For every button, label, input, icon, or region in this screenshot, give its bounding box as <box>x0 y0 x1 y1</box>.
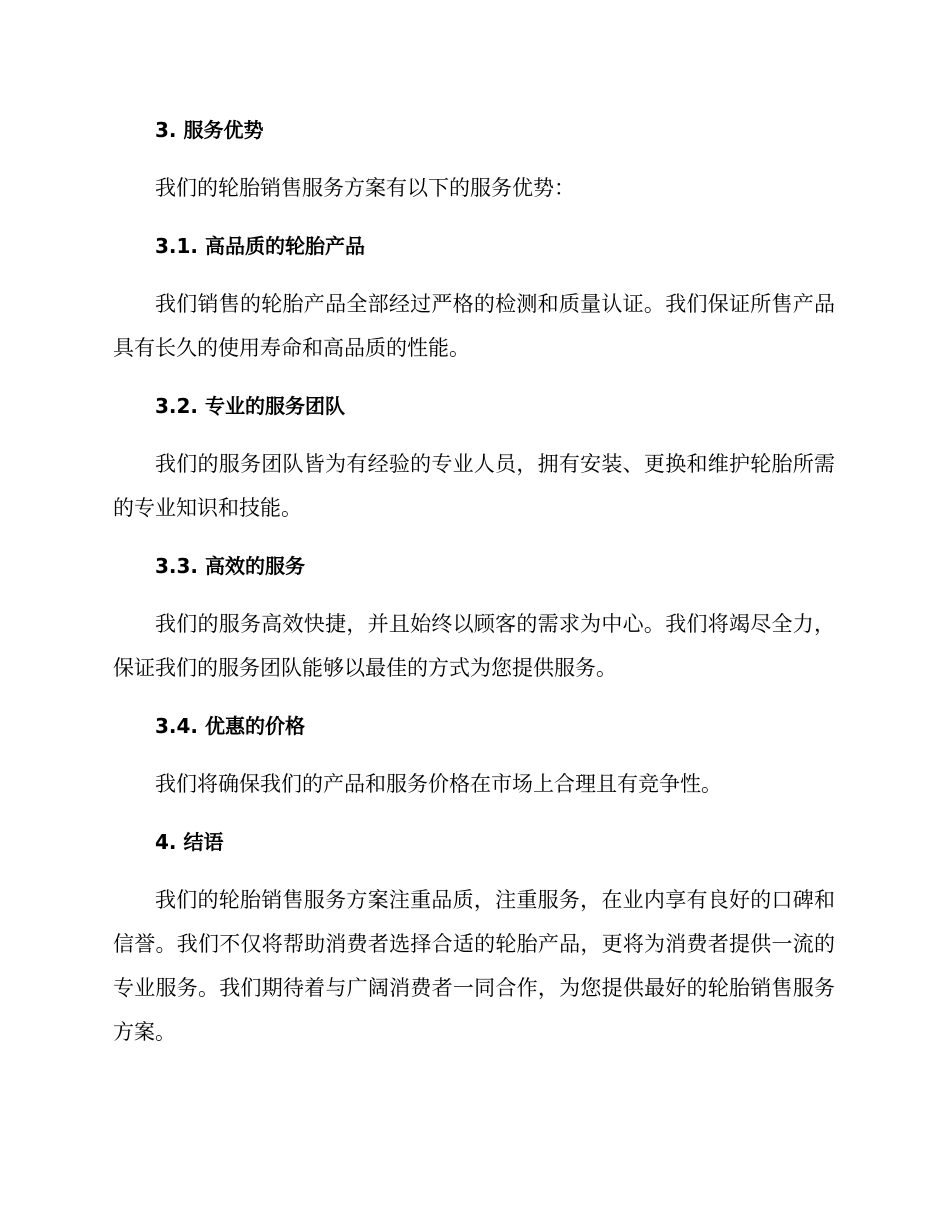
document-page <box>113 108 835 1068</box>
paragraph-pricing: 我们将确保我们的产品和服务价格在市场上合理且有竞争性。 <box>155 772 722 796</box>
paragraph-quality-products: 我们销售的轮胎产品全部经过严格的检测和质量认证。我们保证所售产品具有长久的使用寿命和高品质的性能。 <box>113 292 835 360</box>
paragraph-professional-team: 我们的服务团队皆为有经验的专业人员，拥有安装、更换和维护轮胎所需的专业知识和技能。 <box>113 452 835 520</box>
paragraph-service-intro: 我们的轮胎销售服务方案有以下的服务优势： <box>155 176 575 200</box>
section-heading-3-3: 3.3. 高效的服务 <box>155 554 305 578</box>
section-heading-3-2: 3.2. 专业的服务团队 <box>155 394 345 418</box>
section-heading-3-1: 3.1. 高品质的轮胎产品 <box>155 234 365 258</box>
paragraph-conclusion: 我们的轮胎销售服务方案注重品质，注重服务，在业内享有良好的口碑和信誉。我们不仅将帮助消费者选择合适的轮胎产品，更将为消费者提供一流的专业服务。我们期待着与广阔消费者一同合作，为您提供最好的轮胎销售服务方案。 <box>113 888 835 1044</box>
section-heading-3-4: 3.4. 优惠的价格 <box>155 714 305 738</box>
section-heading-4: 4. 结语 <box>155 830 224 854</box>
paragraph-efficient-service: 我们的服务高效快捷，并且始终以顾客的需求为中心。我们将竭尽全力，保证我们的服务团队能够以最佳的方式为您提供服务。 <box>113 612 835 680</box>
section-heading-3: 3. 服务优势 <box>155 118 264 142</box>
